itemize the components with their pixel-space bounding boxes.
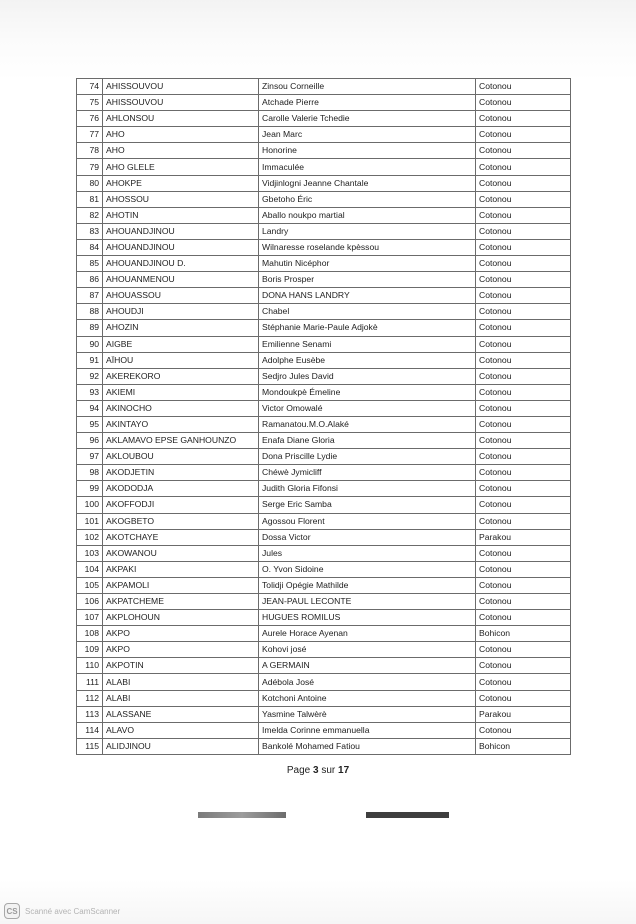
scan-artifact-bar-right [366, 812, 449, 818]
city-cell: Cotonou [476, 336, 571, 352]
surname-cell: AKOFFODJI [103, 497, 259, 513]
surname-cell: AHOTIN [103, 207, 259, 223]
city-cell: Cotonou [476, 175, 571, 191]
participants-table [76, 78, 571, 755]
firstname-cell: HUGUES ROMILUS [259, 610, 476, 626]
firstname-cell: Zinsou Corneille [259, 79, 476, 95]
table-row [77, 111, 571, 127]
surname-cell: AKLOUBOU [103, 449, 259, 465]
row-number: 91 [77, 352, 103, 368]
firstname-cell: Imelda Corinne emmanuella [259, 722, 476, 738]
firstname-cell: Kohovi josé [259, 642, 476, 658]
row-number: 80 [77, 175, 103, 191]
row-number: 114 [77, 722, 103, 738]
table-row [77, 642, 571, 658]
firstname-cell: Bankolé Mohamed Fatiou [259, 738, 476, 754]
city-cell: Cotonou [476, 513, 571, 529]
table-row [77, 159, 571, 175]
surname-cell: AHOUDJI [103, 304, 259, 320]
row-number: 111 [77, 674, 103, 690]
table-row [77, 400, 571, 416]
row-number: 101 [77, 513, 103, 529]
table-row [77, 722, 571, 738]
row-number: 89 [77, 320, 103, 336]
table-row [77, 433, 571, 449]
table-row [77, 513, 571, 529]
surname-cell: AHOUANDJINOU [103, 223, 259, 239]
row-number: 115 [77, 738, 103, 754]
table-row [77, 497, 571, 513]
row-number: 95 [77, 416, 103, 432]
city-cell: Cotonou [476, 449, 571, 465]
firstname-cell: Sedjro Jules David [259, 368, 476, 384]
table-row [77, 143, 571, 159]
city-cell: Cotonou [476, 690, 571, 706]
city-cell: Cotonou [476, 304, 571, 320]
surname-cell: AKOTCHAYE [103, 529, 259, 545]
city-cell: Cotonou [476, 642, 571, 658]
firstname-cell: Dona Priscille Lydie [259, 449, 476, 465]
city-cell: Bohicon [476, 626, 571, 642]
table-row [77, 658, 571, 674]
firstname-cell: A GERMAIN [259, 658, 476, 674]
row-number: 102 [77, 529, 103, 545]
city-cell: Cotonou [476, 465, 571, 481]
city-cell: Cotonou [476, 400, 571, 416]
firstname-cell: Adébola José [259, 674, 476, 690]
city-cell: Cotonou [476, 368, 571, 384]
city-cell: Cotonou [476, 433, 571, 449]
row-number: 106 [77, 594, 103, 610]
firstname-cell: Dossa Victor [259, 529, 476, 545]
table-row [77, 207, 571, 223]
page-current: 3 [313, 765, 319, 776]
row-number: 112 [77, 690, 103, 706]
row-number: 81 [77, 191, 103, 207]
row-number: 113 [77, 706, 103, 722]
table-row [77, 449, 571, 465]
table-row [77, 336, 571, 352]
table-row [77, 594, 571, 610]
table-row [77, 175, 571, 191]
table-row [77, 352, 571, 368]
table-row [77, 384, 571, 400]
firstname-cell: Tolidji Opégie Mathilde [259, 577, 476, 593]
surname-cell: AKINOCHO [103, 400, 259, 416]
table-row [77, 272, 571, 288]
surname-cell: ALABI [103, 674, 259, 690]
page-total: 17 [338, 765, 350, 776]
firstname-cell: Ramanatou.M.O.Alaké [259, 416, 476, 432]
row-number: 97 [77, 449, 103, 465]
firstname-cell: Boris Prosper [259, 272, 476, 288]
row-number: 79 [77, 159, 103, 175]
surname-cell: ALASSANE [103, 706, 259, 722]
table-row [77, 239, 571, 255]
firstname-cell: Victor Omowalé [259, 400, 476, 416]
city-cell: Parakou [476, 706, 571, 722]
table-row [77, 529, 571, 545]
city-cell: Cotonou [476, 95, 571, 111]
firstname-cell: DONA HANS LANDRY [259, 288, 476, 304]
firstname-cell: Chabel [259, 304, 476, 320]
table-row [77, 545, 571, 561]
city-cell: Cotonou [476, 288, 571, 304]
city-cell: Cotonou [476, 352, 571, 368]
surname-cell: AKIEMI [103, 384, 259, 400]
surname-cell: AKPAMOLI [103, 577, 259, 593]
firstname-cell: Kotchoni Antoine [259, 690, 476, 706]
row-number: 74 [77, 79, 103, 95]
city-cell: Cotonou [476, 79, 571, 95]
city-cell: Cotonou [476, 545, 571, 561]
city-cell: Cotonou [476, 722, 571, 738]
surname-cell: AKPOTIN [103, 658, 259, 674]
city-cell: Bohicon [476, 738, 571, 754]
table-row [77, 320, 571, 336]
firstname-cell: Jules [259, 545, 476, 561]
surname-cell: AHISSOUVOU [103, 95, 259, 111]
camscanner-text: Scanné avec CamScanner [25, 906, 121, 916]
table-row [77, 368, 571, 384]
row-number: 83 [77, 223, 103, 239]
row-number: 85 [77, 256, 103, 272]
firstname-cell: Chéwè Jymicliff [259, 465, 476, 481]
surname-cell: AHISSOUVOU [103, 79, 259, 95]
surname-cell: AHOKPE [103, 175, 259, 191]
table-row [77, 416, 571, 432]
surname-cell: AHLONSOU [103, 111, 259, 127]
city-cell: Cotonou [476, 320, 571, 336]
camscanner-logo-icon: CS [4, 903, 20, 919]
city-cell: Cotonou [476, 272, 571, 288]
firstname-cell: Yasmine Talwèrè [259, 706, 476, 722]
page-number [0, 765, 636, 776]
surname-cell: AIGBE [103, 336, 259, 352]
firstname-cell: Judith Gloria Fifonsi [259, 481, 476, 497]
firstname-cell: Gbetoho Éric [259, 191, 476, 207]
surname-cell: AHOUASSOU [103, 288, 259, 304]
city-cell: Parakou [476, 529, 571, 545]
surname-cell: AKLAMAVO EPSE GANHOUNZO [103, 433, 259, 449]
table-row [77, 256, 571, 272]
firstname-cell: Vidjinlogni Jeanne Chantale [259, 175, 476, 191]
surname-cell: AHO [103, 127, 259, 143]
row-number: 109 [77, 642, 103, 658]
firstname-cell: Emilienne Senami [259, 336, 476, 352]
surname-cell: AHO GLELE [103, 159, 259, 175]
surname-cell: AKPO [103, 642, 259, 658]
row-number: 105 [77, 577, 103, 593]
firstname-cell: Atchade Pierre [259, 95, 476, 111]
surname-cell: AKPLOHOUN [103, 610, 259, 626]
table-row [77, 577, 571, 593]
row-number: 99 [77, 481, 103, 497]
surname-cell: AHOUANDJINOU D. [103, 256, 259, 272]
firstname-cell: Carolle Valerie Tchedie [259, 111, 476, 127]
row-number: 103 [77, 545, 103, 561]
firstname-cell: JEAN-PAUL LECONTE [259, 594, 476, 610]
row-number: 100 [77, 497, 103, 513]
row-number: 104 [77, 561, 103, 577]
surname-cell: AKINTAYO [103, 416, 259, 432]
city-cell: Cotonou [476, 143, 571, 159]
table-row [77, 288, 571, 304]
city-cell: Cotonou [476, 416, 571, 432]
firstname-cell: Wilnaresse roselande kpèssou [259, 239, 476, 255]
row-number: 82 [77, 207, 103, 223]
surname-cell: AKOWANOU [103, 545, 259, 561]
row-number: 98 [77, 465, 103, 481]
table-row [77, 561, 571, 577]
firstname-cell: Landry [259, 223, 476, 239]
city-cell: Cotonou [476, 256, 571, 272]
row-number: 93 [77, 384, 103, 400]
surname-cell: AKPO [103, 626, 259, 642]
row-number: 107 [77, 610, 103, 626]
firstname-cell: Mahutin Nicéphor [259, 256, 476, 272]
surname-cell: AKPAKI [103, 561, 259, 577]
city-cell: Cotonou [476, 481, 571, 497]
firstname-cell: Serge Eric Samba [259, 497, 476, 513]
city-cell: Cotonou [476, 384, 571, 400]
row-number: 75 [77, 95, 103, 111]
table-row [77, 191, 571, 207]
surname-cell: AHOUANDJINOU [103, 239, 259, 255]
city-cell: Cotonou [476, 658, 571, 674]
city-cell: Cotonou [476, 594, 571, 610]
page-of-label: sur [318, 765, 339, 776]
page-label: Page [286, 765, 313, 776]
city-cell: Cotonou [476, 207, 571, 223]
row-number: 76 [77, 111, 103, 127]
scan-artifact-bar-left [198, 812, 286, 818]
table-row [77, 95, 571, 111]
surname-cell: AKPATCHEME [103, 594, 259, 610]
firstname-cell: Agossou Florent [259, 513, 476, 529]
table-row [77, 610, 571, 626]
table-row [77, 304, 571, 320]
surname-cell: AKOGBETO [103, 513, 259, 529]
surname-cell: AHOUANMENOU [103, 272, 259, 288]
row-number: 88 [77, 304, 103, 320]
city-cell: Cotonou [476, 610, 571, 626]
firstname-cell: Adolphe Eusèbe [259, 352, 476, 368]
city-cell: Cotonou [476, 239, 571, 255]
row-number: 94 [77, 400, 103, 416]
city-cell: Cotonou [476, 561, 571, 577]
table-row [77, 465, 571, 481]
city-cell: Cotonou [476, 111, 571, 127]
row-number: 77 [77, 127, 103, 143]
surname-cell: AKODJETIN [103, 465, 259, 481]
row-number: 84 [77, 239, 103, 255]
firstname-cell: Enafa Diane Gloria [259, 433, 476, 449]
surname-cell: ALIDJINOU [103, 738, 259, 754]
city-cell: Cotonou [476, 127, 571, 143]
city-cell: Cotonou [476, 223, 571, 239]
firstname-cell: Jean Marc [259, 127, 476, 143]
surname-cell: AKEREKORO [103, 368, 259, 384]
row-number: 96 [77, 433, 103, 449]
surname-cell: AKODODJA [103, 481, 259, 497]
firstname-cell: Aurele Horace Ayenan [259, 626, 476, 642]
city-cell: Cotonou [476, 497, 571, 513]
table-row [77, 738, 571, 754]
row-number: 90 [77, 336, 103, 352]
city-cell: Cotonou [476, 577, 571, 593]
firstname-cell: Stéphanie Marie-Paule Adjokè [259, 320, 476, 336]
surname-cell: AHOZIN [103, 320, 259, 336]
firstname-cell: O. Yvon Sidoine [259, 561, 476, 577]
table-row [77, 79, 571, 95]
firstname-cell: Aballo noukpo martial [259, 207, 476, 223]
city-cell: Cotonou [476, 191, 571, 207]
city-cell: Cotonou [476, 674, 571, 690]
firstname-cell: Mondoukpè Émeline [259, 384, 476, 400]
firstname-cell: Immaculée [259, 159, 476, 175]
table-row [77, 626, 571, 642]
table-row [77, 674, 571, 690]
surname-cell: AHO [103, 143, 259, 159]
surname-cell: AÏHOU [103, 352, 259, 368]
firstname-cell: Honorine [259, 143, 476, 159]
surname-cell: ALABI [103, 690, 259, 706]
camscanner-watermark [4, 902, 120, 920]
city-cell: Cotonou [476, 159, 571, 175]
row-number: 86 [77, 272, 103, 288]
row-number: 87 [77, 288, 103, 304]
table-row [77, 690, 571, 706]
row-number: 92 [77, 368, 103, 384]
table-row [77, 481, 571, 497]
row-number: 78 [77, 143, 103, 159]
participants-table-body [77, 79, 571, 755]
table-row [77, 223, 571, 239]
table-row [77, 127, 571, 143]
surname-cell: ALAVO [103, 722, 259, 738]
surname-cell: AHOSSOU [103, 191, 259, 207]
row-number: 110 [77, 658, 103, 674]
table-row [77, 706, 571, 722]
row-number: 108 [77, 626, 103, 642]
